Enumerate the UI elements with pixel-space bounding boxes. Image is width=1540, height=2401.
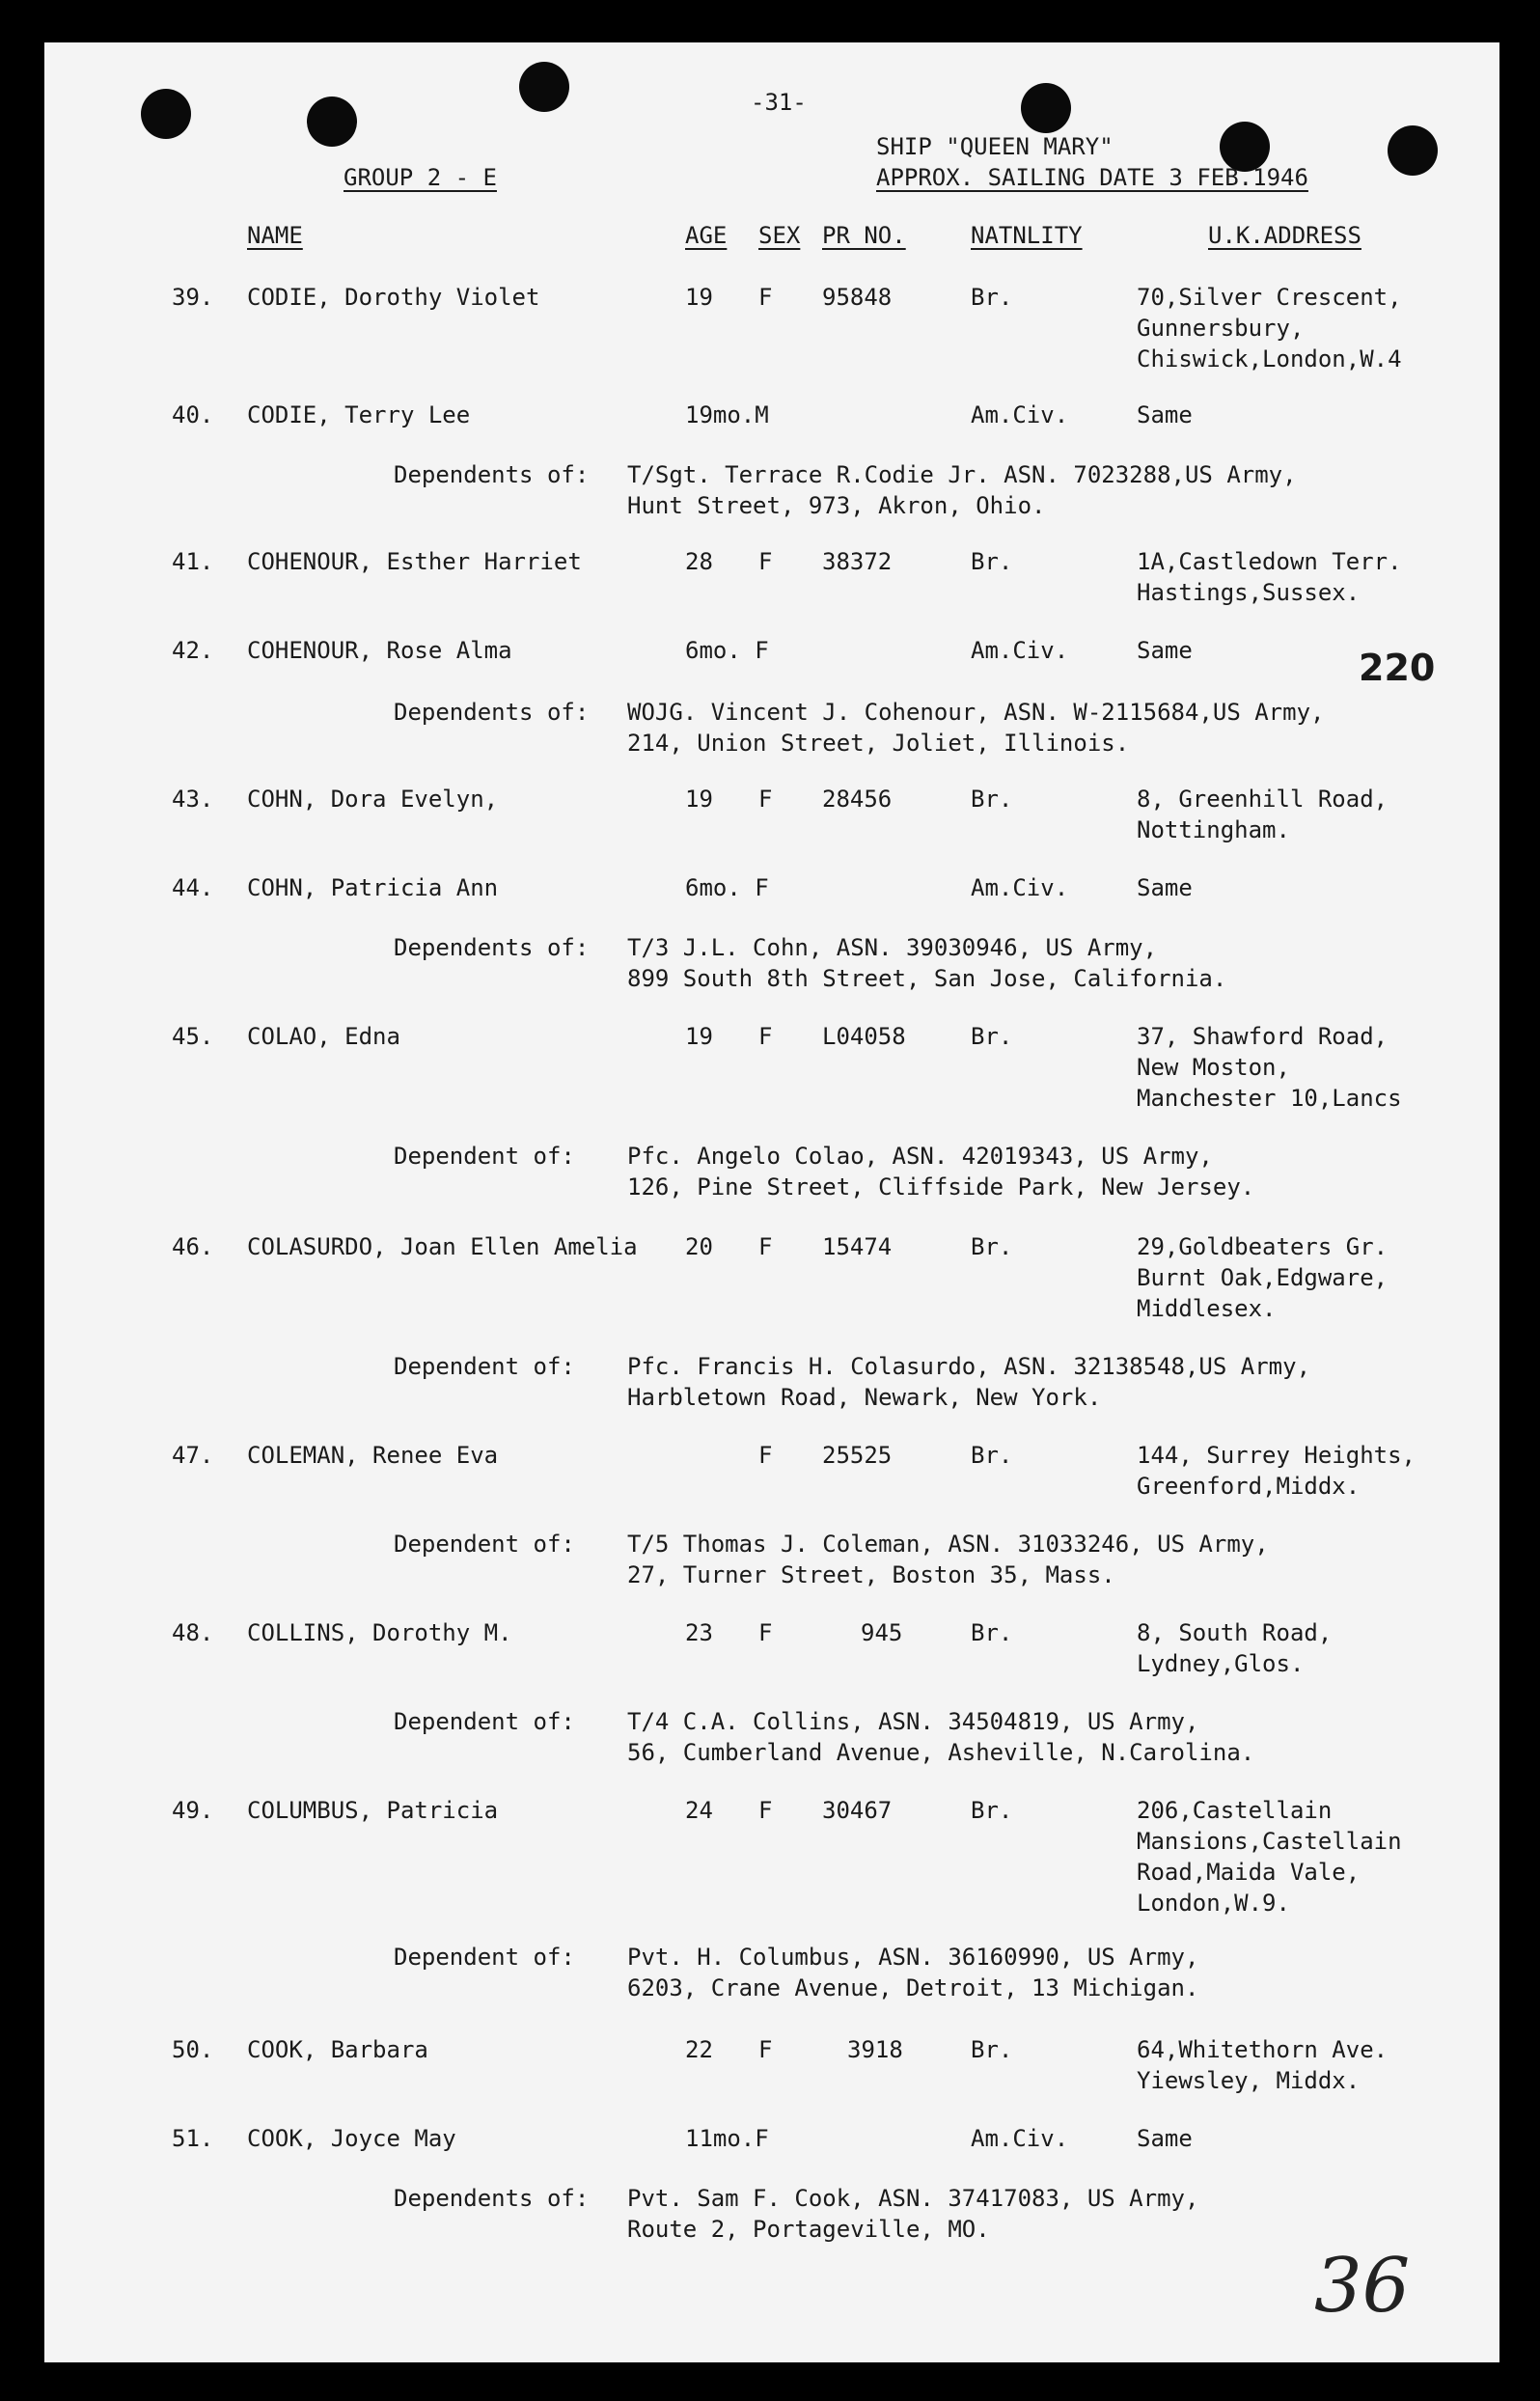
entry-number: 47. (172, 1442, 214, 1469)
page-number: -31- (751, 89, 807, 116)
passenger-age: 20 (685, 1233, 713, 1260)
sponsor-line: T/3 J.L. Cohn, ASN. 39030946, US Army, (627, 934, 1158, 961)
passenger-age: 6mo. F (685, 874, 769, 901)
punch-hole (519, 62, 569, 112)
passenger-address (1137, 400, 1193, 430)
passenger-nationality: Br. (971, 2036, 1013, 2063)
passenger-nationality: Br. (971, 548, 1013, 575)
punch-hole (1021, 83, 1071, 133)
address-line: 70,Silver Crescent, (1137, 284, 1402, 311)
passenger-name: COLASURDO, Joan Ellen Amelia (247, 1233, 638, 1260)
passenger-nationality: Br. (971, 1442, 1013, 1469)
dependent-label: Dependent of: (394, 1143, 575, 1170)
passenger-nationality: Br. (971, 786, 1013, 813)
dependent-label: Dependent of: (394, 1708, 575, 1735)
passenger-nationality: Br. (971, 284, 1013, 311)
address-line: Road,Maida Vale, (1137, 1859, 1361, 1886)
passenger-sex: F (758, 1797, 773, 1824)
passenger-age: 24 (685, 1797, 713, 1824)
address-line: Middlesex. (1137, 1295, 1277, 1322)
passenger-name: COHENOUR, Rose Alma (247, 637, 512, 664)
passenger-pr-no: 30467 (822, 1797, 893, 1824)
sponsor-address-line: 899 South 8th Street, San Jose, California. (627, 965, 1227, 992)
passenger-nationality: Am.Civ. (971, 2125, 1069, 2152)
passenger-row (44, 546, 1499, 606)
passenger-row (44, 872, 1499, 903)
passenger-sex: F (758, 1619, 773, 1646)
address-line: New Moston, (1137, 1054, 1290, 1081)
entry-number: 45. (172, 1023, 214, 1050)
address-line: Burnt Oak,Edgware, (1137, 1264, 1389, 1291)
header-pr-no: PR NO. (822, 222, 906, 249)
address-line: 64,Whitethorn Ave. (1137, 2036, 1389, 2063)
passenger-age: 22 (685, 2036, 713, 2063)
passenger-row (44, 1440, 1499, 1500)
passenger-nationality: Am.Civ. (971, 401, 1069, 428)
passenger-pr-no: 95848 (822, 284, 893, 311)
dependent-label: Dependent of: (394, 1353, 575, 1380)
address-line: Gunnersbury, (1137, 315, 1305, 342)
dependent-label: Dependent of: (394, 1944, 575, 1971)
passenger-name: COLLINS, Dorothy M. (247, 1619, 512, 1646)
passenger-row (44, 2034, 1499, 2094)
passenger-row (44, 1021, 1499, 1112)
passenger-address (1137, 635, 1193, 666)
passenger-age: 23 (685, 1619, 713, 1646)
sponsor-address-line: 6203, Crane Avenue, Detroit, 13 Michigan. (627, 1974, 1199, 2001)
sponsor-line: WOJG. Vincent J. Cohenour, ASN. W-2115684,US Army, (627, 699, 1325, 726)
address-line: 1A,Castledown Terr. (1137, 548, 1402, 575)
address-line: 206,Castellain (1137, 1797, 1333, 1824)
passenger-row (44, 1231, 1499, 1322)
entry-number: 51. (172, 2125, 214, 2152)
passenger-nationality: Am.Civ. (971, 637, 1069, 664)
sponsor-line: T/4 C.A. Collins, ASN. 34504819, US Army, (627, 1708, 1199, 1735)
address-line: Mansions,Castellain (1137, 1828, 1402, 1855)
passenger-name: COHN, Dora Evelyn, (247, 786, 499, 813)
entry-number: 50. (172, 2036, 214, 2063)
punch-hole (1388, 125, 1438, 176)
passenger-address (1137, 1617, 1332, 1679)
address-line: Manchester 10,Lancs (1137, 1085, 1402, 1112)
passenger-name: COLAO, Edna (247, 1023, 400, 1050)
address-line: 144, Surrey Heights, (1137, 1442, 1416, 1469)
sponsor-line: Pfc. Francis H. Colasurdo, ASN. 32138548,US Army, (627, 1353, 1311, 1380)
passenger-row (44, 784, 1499, 843)
passenger-sex: F (758, 2036, 773, 2063)
passenger-address (1137, 1795, 1402, 1918)
passenger-age: 28 (685, 548, 713, 575)
passenger-name: COHN, Patricia Ann (247, 874, 499, 901)
header-nationality: NATNLITY (971, 222, 1083, 249)
passenger-address (1137, 546, 1402, 608)
address-line: London,W.9. (1137, 1890, 1290, 1917)
address-line: 8, Greenhill Road, (1137, 786, 1389, 813)
sponsor-address-line: 126, Pine Street, Cliffside Park, New Jersey. (627, 1173, 1255, 1200)
passenger-pr-no: 3918 (847, 2036, 903, 2063)
passenger-age: 19 (685, 786, 713, 813)
passenger-row (44, 1617, 1499, 1677)
header-age: AGE (685, 222, 728, 249)
entry-number: 39. (172, 284, 214, 311)
sponsor-line: Pvt. Sam F. Cook, ASN. 37417083, US Army, (627, 2185, 1199, 2212)
sponsor-address-line: 56, Cumberland Avenue, Asheville, N.Carolina. (627, 1739, 1255, 1766)
sponsor-address-line: 214, Union Street, Joliet, Illinois. (627, 730, 1130, 757)
passenger-name: COOK, Barbara (247, 2036, 428, 2063)
passenger-age: 11mo.F (685, 2125, 769, 2152)
passenger-row (44, 282, 1499, 373)
passenger-pr-no: 15474 (822, 1233, 893, 1260)
address-line: Same (1137, 401, 1193, 428)
passenger-name: COLUMBUS, Patricia (247, 1797, 499, 1824)
passenger-sex: F (758, 1442, 773, 1469)
passenger-row (44, 1795, 1499, 1917)
passenger-row (44, 400, 1499, 430)
sponsor-line: T/Sgt. Terrace R.Codie Jr. ASN. 7023288,US Army, (627, 461, 1297, 488)
passenger-address (1137, 1440, 1416, 1502)
entry-number: 40. (172, 401, 214, 428)
address-line: Hastings,Sussex. (1137, 579, 1361, 606)
address-line: Yiewsley, Middx. (1137, 2067, 1361, 2094)
passenger-sex: F (758, 1023, 773, 1050)
passenger-name: CODIE, Terry Lee (247, 401, 471, 428)
entry-number: 43. (172, 786, 214, 813)
stamp-number: 220 (1359, 647, 1436, 689)
passenger-nationality: Br. (971, 1233, 1013, 1260)
passenger-address (1137, 1021, 1402, 1114)
address-line: 29,Goldbeaters Gr. (1137, 1233, 1389, 1260)
passenger-pr-no: 28456 (822, 786, 893, 813)
address-line: Chiswick,London,W.4 (1137, 345, 1402, 373)
document-page (44, 42, 1499, 2362)
passenger-sex: F (758, 548, 773, 575)
passenger-address (1137, 1231, 1388, 1324)
passenger-nationality: Am.Civ. (971, 874, 1069, 901)
passenger-nationality: Br. (971, 1023, 1013, 1050)
passenger-sex: F (758, 284, 773, 311)
dependent-label: Dependents of: (394, 699, 590, 726)
address-line: 8, South Road, (1137, 1619, 1333, 1646)
passenger-name: COLEMAN, Renee Eva (247, 1442, 499, 1469)
dependent-label: Dependents of: (394, 461, 590, 488)
passenger-age: 19mo.M (685, 401, 769, 428)
address-line: 37, Shawford Road, (1137, 1023, 1389, 1050)
group-label: GROUP 2 - E (344, 164, 497, 191)
handwritten-mark: 36 (1314, 2243, 1411, 2330)
sponsor-line: Pvt. H. Columbus, ASN. 36160990, US Army, (627, 1944, 1199, 1971)
passenger-sex: F (758, 1233, 773, 1260)
passenger-sex: F (758, 786, 773, 813)
passenger-name: COHENOUR, Esther Harriet (247, 548, 582, 575)
header-name: NAME (247, 222, 303, 249)
entry-number: 44. (172, 874, 214, 901)
passenger-address (1137, 872, 1193, 903)
sponsor-address-line: Harbletown Road, Newark, New York. (627, 1384, 1102, 1411)
sponsor-line: T/5 Thomas J. Coleman, ASN. 31033246, US Army, (627, 1531, 1269, 1558)
passenger-name: CODIE, Dorothy Violet (247, 284, 540, 311)
entry-number: 46. (172, 1233, 214, 1260)
passenger-age: 19 (685, 284, 713, 311)
sponsor-address-line: Route 2, Portageville, MO. (627, 2216, 990, 2243)
header-sex: SEX (758, 222, 801, 249)
address-line: Same (1137, 874, 1193, 901)
sailing-date: APPROX. SAILING DATE 3 FEB.1946 (876, 164, 1308, 191)
passenger-nationality: Br. (971, 1619, 1013, 1646)
address-line: Same (1137, 2125, 1193, 2152)
address-line: Greenford,Middx. (1137, 1473, 1361, 1500)
passenger-pr-no: 38372 (822, 548, 893, 575)
punch-hole (307, 97, 357, 147)
dependent-label: Dependent of: (394, 1531, 575, 1558)
passenger-address (1137, 2034, 1388, 2096)
sponsor-line: Pfc. Angelo Colao, ASN. 42019343, US Army, (627, 1143, 1213, 1170)
passenger-row (44, 2123, 1499, 2154)
passenger-pr-no: 945 (861, 1619, 903, 1646)
passenger-age: 6mo. F (685, 637, 769, 664)
entry-number: 41. (172, 548, 214, 575)
dependent-label: Dependents of: (394, 934, 590, 961)
passenger-name: COOK, Joyce May (247, 2125, 456, 2152)
passenger-pr-no: 25525 (822, 1442, 893, 1469)
punch-hole (141, 89, 191, 139)
header-address: U.K.ADDRESS (1208, 222, 1361, 249)
entry-number: 49. (172, 1797, 214, 1824)
address-line: Same (1137, 637, 1193, 664)
passenger-address (1137, 784, 1388, 845)
passenger-nationality: Br. (971, 1797, 1013, 1824)
dependent-label: Dependents of: (394, 2185, 590, 2212)
passenger-address (1137, 2123, 1193, 2154)
passenger-pr-no: L04058 (822, 1023, 906, 1050)
passenger-age: 19 (685, 1023, 713, 1050)
sponsor-address-line: Hunt Street, 973, Akron, Ohio. (627, 492, 1046, 519)
entry-number: 42. (172, 637, 214, 664)
passenger-row (44, 635, 1499, 666)
entry-number: 48. (172, 1619, 214, 1646)
ship-name: SHIP "QUEEN MARY" (876, 133, 1114, 160)
address-line: Nottingham. (1137, 816, 1290, 843)
address-line: Lydney,Glos. (1137, 1650, 1305, 1677)
passenger-address (1137, 282, 1402, 374)
sponsor-address-line: 27, Turner Street, Boston 35, Mass. (627, 1561, 1115, 1588)
